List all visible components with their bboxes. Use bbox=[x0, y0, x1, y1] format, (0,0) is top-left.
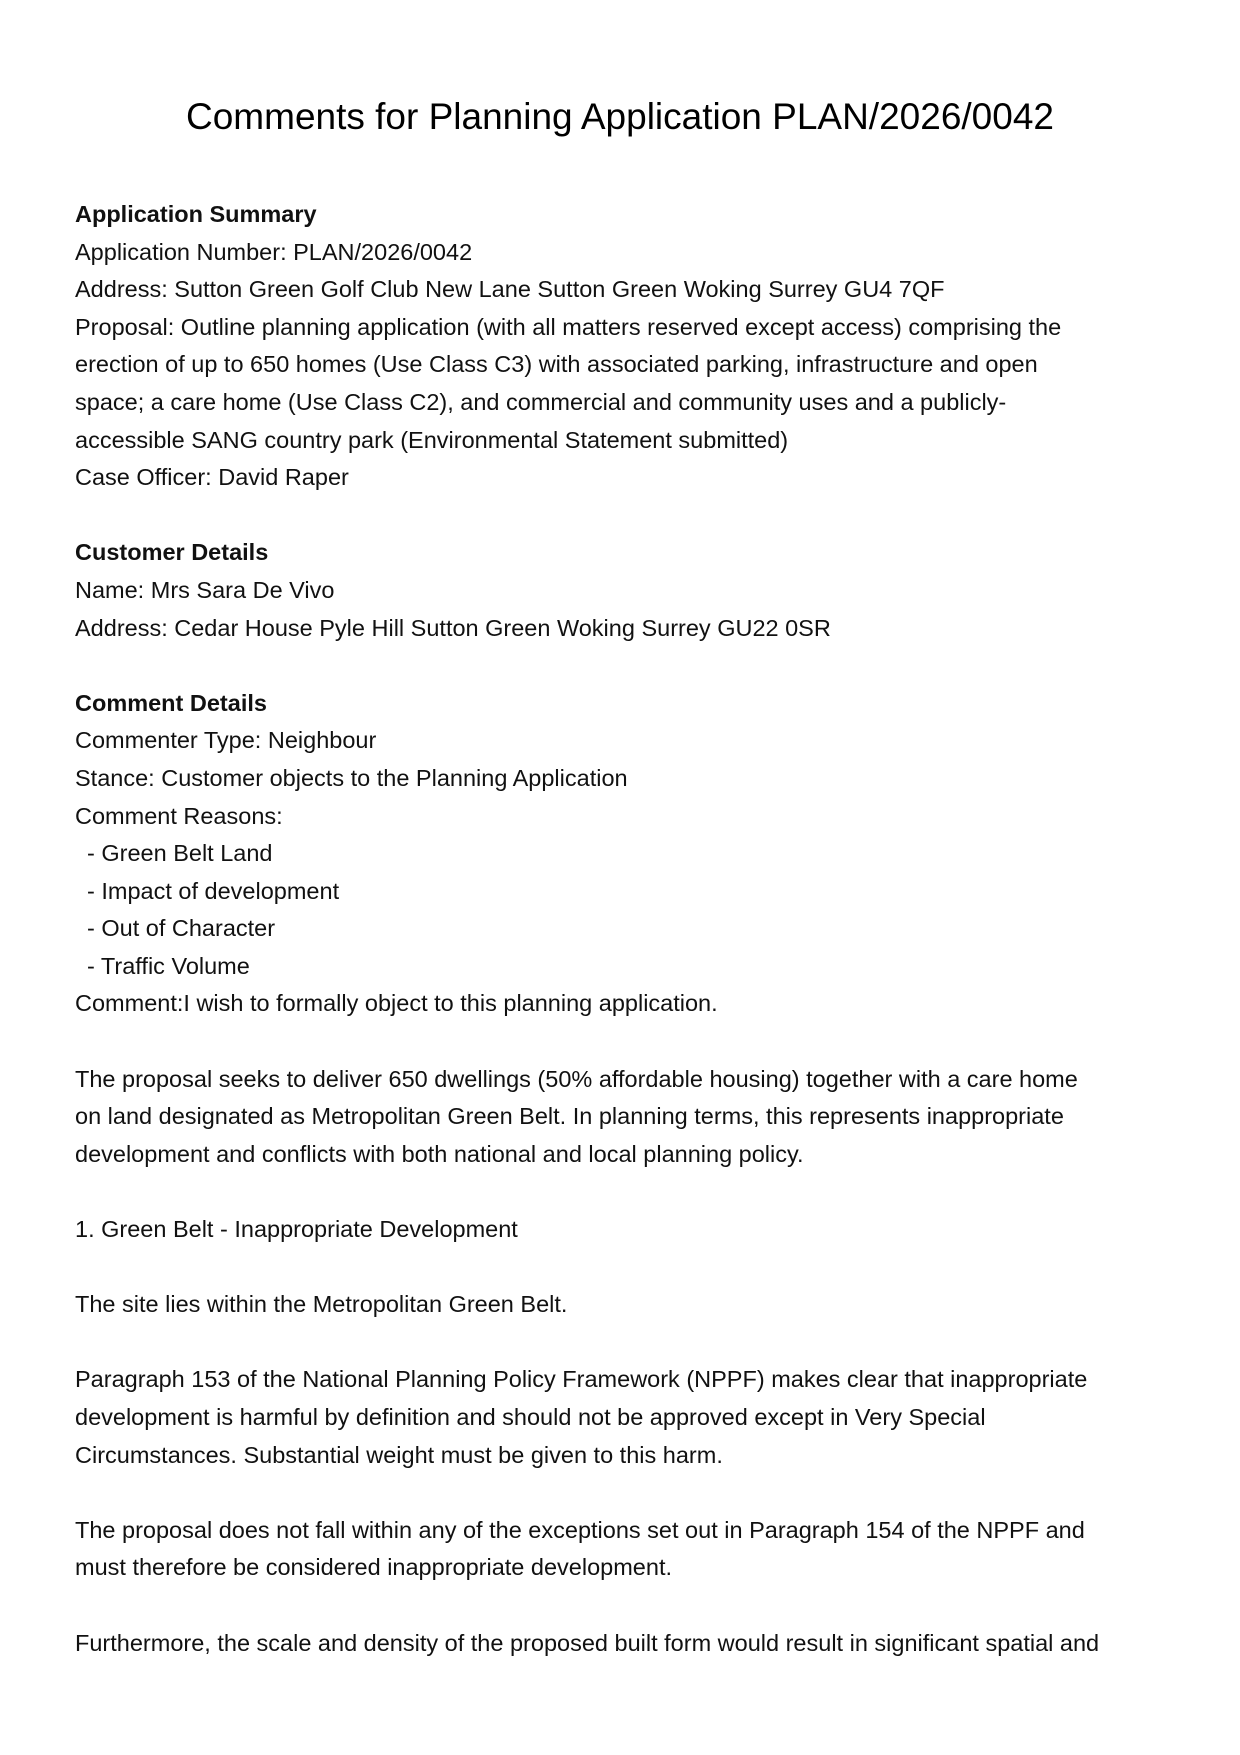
application-number: Application Number: PLAN/2026/0042 bbox=[75, 238, 473, 265]
section-heading: 1. Green Belt - Inappropriate Development bbox=[75, 1216, 518, 1243]
application-address: Address: Sutton Green Golf Club New Lane Sutton Green Woking Surrey GU4 7QF bbox=[75, 276, 945, 303]
comment-details-heading: Comment Details bbox=[75, 689, 267, 716]
paragraph-line: development and conflicts with both national and local planning policy. bbox=[75, 1140, 804, 1167]
page-title: Comments for Planning Application PLAN/2026/0042 bbox=[186, 96, 1054, 137]
comment-reasons-label: Comment Reasons: bbox=[75, 802, 283, 829]
paragraph-line: must therefore be considered inappropriate development. bbox=[75, 1554, 673, 1581]
comment-reason-item: - Green Belt Land bbox=[87, 840, 273, 867]
paragraph-line: Paragraph 153 of the National Planning Policy Framework (NPPF) makes clear that inappropriate bbox=[75, 1366, 1088, 1393]
paragraph-line: The proposal does not fall within any of the exceptions set out in Paragraph 154 of the NPPF and bbox=[75, 1516, 1085, 1543]
spacer bbox=[75, 1173, 1175, 1211]
proposal-line: erection of up to 650 homes (Use Class C3) with associated parking, infrastructure and open bbox=[75, 351, 1038, 378]
paragraph-line: development is harmful by definition and should not be approved except in Very Special bbox=[75, 1404, 986, 1430]
application-summary-heading: Application Summary bbox=[75, 201, 317, 227]
proposal-line: accessible SANG country park (Environmental Statement submitted) bbox=[75, 426, 789, 453]
paragraph-line: Furthermore, the scale and density of the proposed built form would result in significant spatial and bbox=[75, 1629, 1100, 1656]
spacer bbox=[75, 1324, 1175, 1362]
spacer bbox=[75, 1249, 1175, 1287]
paragraph-line: on land designated as Metropolitan Green Belt. In planning terms, this represents inappropriate bbox=[75, 1103, 1064, 1130]
document-body bbox=[75, 196, 1175, 1662]
paragraph-line: The proposal seeks to deliver 650 dwellings (50% affordable housing) together with a care home bbox=[75, 1065, 1078, 1092]
spacer bbox=[75, 497, 1175, 535]
spacer bbox=[75, 1587, 1175, 1625]
case-officer: Case Officer: David Raper bbox=[75, 464, 349, 491]
proposal-line: space; a care home (Use Class C2), and commercial and community uses and a publicly- bbox=[75, 388, 1007, 415]
proposal-line: Proposal: Outline planning application (with all matters reserved except access) comprising the bbox=[75, 313, 1062, 340]
customer-address: Address: Cedar House Pyle Hill Sutton Green Woking Surrey GU22 0SR bbox=[75, 614, 831, 641]
spacer bbox=[75, 1474, 1175, 1512]
comment-reason-item: - Impact of development bbox=[87, 877, 340, 904]
comment-intro: Comment:I wish to formally object to this planning application. bbox=[75, 990, 718, 1017]
customer-details-heading: Customer Details bbox=[75, 539, 269, 566]
comment-reason-item: - Out of Character bbox=[87, 915, 276, 942]
paragraph-line: Circumstances. Substantial weight must be given to this harm. bbox=[75, 1441, 723, 1468]
customer-name: Name: Mrs Sara De Vivo bbox=[75, 576, 335, 603]
comment-stance: Stance: Customer objects to the Planning Application bbox=[75, 764, 628, 791]
commenter-type: Commenter Type: Neighbour bbox=[75, 727, 377, 754]
spacer bbox=[75, 1023, 1175, 1061]
paragraph-line: The site lies within the Metropolitan Green Belt. bbox=[75, 1291, 568, 1318]
comment-reason-item: - Traffic Volume bbox=[87, 952, 250, 979]
spacer bbox=[75, 647, 1175, 685]
